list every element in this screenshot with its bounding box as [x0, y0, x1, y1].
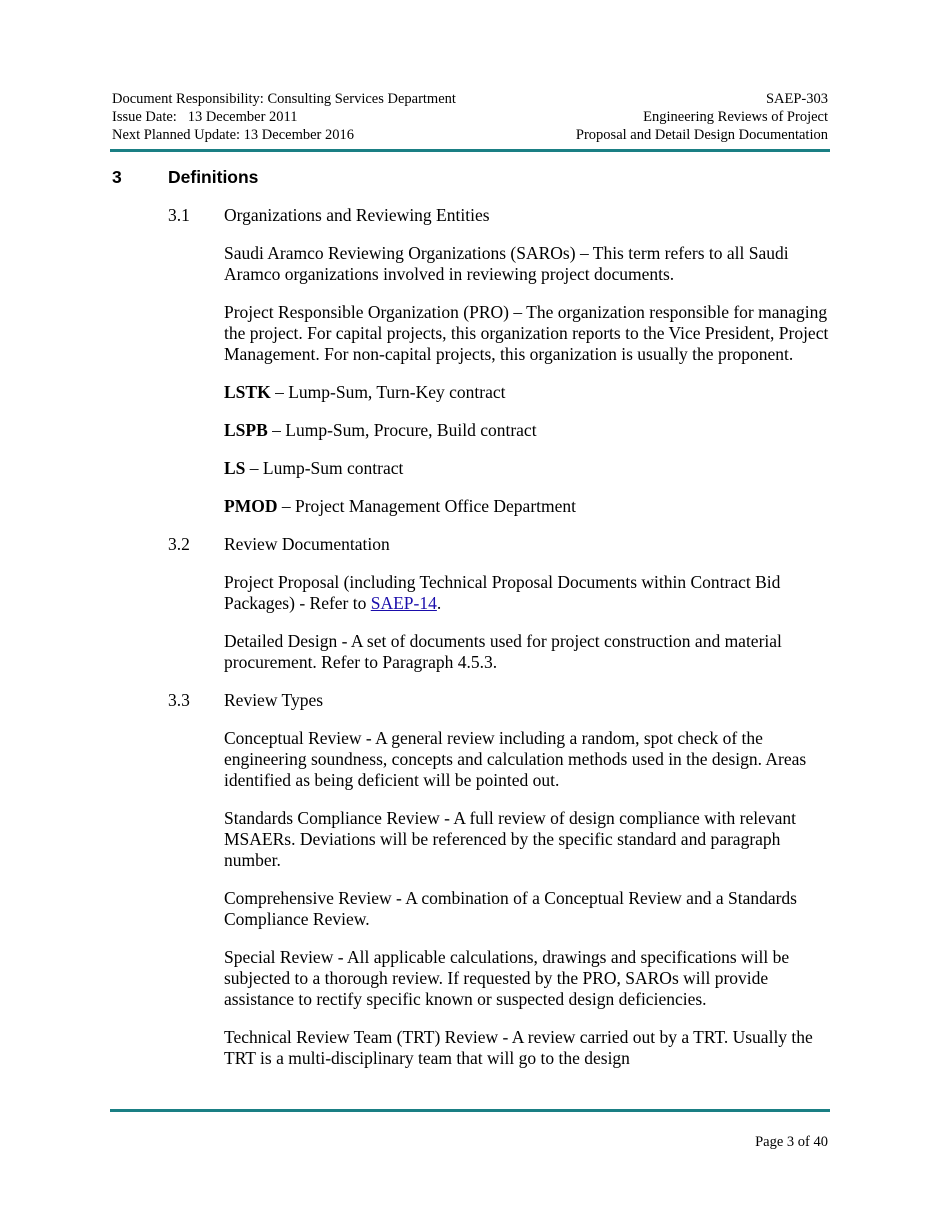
issue-date: Issue Date: 13 December 2011: [112, 109, 298, 125]
document-title-line-2: Proposal and Detail Design Documentation: [575, 127, 828, 143]
section-title: Definitions: [168, 167, 259, 187]
saep-14-link[interactable]: SAEP-14: [370, 593, 437, 613]
paragraph: Conceptual Review - A general review including a random, spot check of the engineering soundness, concepts and calculation methods used in the design. Areas identified as being deficient will be pointed out.: [224, 728, 807, 790]
paragraph: Standards Compliance Review - A full review of design compliance with relevant MSAERs. Deviations will be referenced by the specific standard and paragraph number.: [224, 808, 796, 870]
definition-term: LSTK: [224, 382, 271, 402]
subsection-heading-3-1: [168, 205, 830, 226]
header-left: [112, 90, 456, 144]
definition-text: – Project Management Office Department: [277, 496, 576, 516]
paragraph-text: .: [436, 593, 442, 613]
document-number: SAEP-303: [765, 91, 828, 107]
paragraph: Technical Review Team (TRT) Review - A review carried out by a TRT. Usually the TRT is a multi-disciplinary team that will go to the design: [224, 1027, 813, 1068]
subsection-heading-3-2: [168, 534, 830, 555]
footer-divider: [110, 1109, 830, 1112]
next-planned-update: Next Planned Update: 13 December 2016: [112, 127, 354, 143]
section-number: 3: [112, 167, 122, 187]
definition-text: – Lump-Sum contract: [245, 458, 404, 478]
definition-item: [224, 382, 830, 403]
paragraph: [224, 572, 830, 614]
paragraph: Special Review - All applicable calculations, drawings and specifications will be subjected to a thorough review. If requested by the PRO, SAROs will provide assistance to rectify specific known or suspected design deficiencies.: [224, 947, 790, 1009]
subsection-heading-3-3: [168, 690, 830, 711]
page-number: Page 3 of 40: [755, 1134, 828, 1150]
section-heading: [112, 166, 258, 188]
paragraph: Project Responsible Organization (PRO) – The organization responsible for managing the project. For capital projects, this organization reports to the Vice President, Project Management. For non-capital projects, this organization is usually the proponent.: [224, 302, 829, 364]
subsection-title: Review Documentation: [224, 534, 390, 554]
header-right: [576, 90, 828, 144]
paragraph: Detailed Design - A set of documents used for project construction and material procurement. Refer to Paragraph 4.5.3.: [224, 631, 782, 672]
paragraph: Comprehensive Review - A combination of a Conceptual Review and a Standards Compliance Review.: [224, 888, 797, 929]
definition-item: [224, 458, 830, 479]
subsection-number: 3.3: [168, 690, 190, 710]
definition-item: [224, 420, 830, 441]
paragraph-text: Project Proposal (including Technical Proposal Documents within Contract Bid Packages) - Refer to: [224, 572, 781, 613]
subsection-title: Review Types: [224, 690, 324, 710]
subsection-title: Organizations and Reviewing Entities: [224, 205, 490, 225]
subsection-number: 3.2: [168, 534, 190, 554]
definition-term: LS: [224, 458, 246, 478]
definition-item: [224, 496, 830, 517]
subsection-number: 3.1: [168, 205, 190, 225]
definition-term: PMOD: [224, 496, 278, 516]
definition-text: – Lump-Sum, Turn-Key contract: [270, 382, 506, 402]
definition-term: LSPB: [224, 420, 268, 440]
page-header: [112, 90, 828, 144]
document-body: [168, 205, 830, 1086]
header-divider: [110, 149, 830, 152]
definition-text: – Lump-Sum, Procure, Build contract: [267, 420, 537, 440]
document-responsibility: Document Responsibility: Consulting Services Department: [112, 91, 456, 107]
paragraph: Saudi Aramco Reviewing Organizations (SAROs) – This term refers to all Saudi Aramco organizations involved in reviewing project documents.: [224, 243, 789, 284]
document-title-line-1: Engineering Reviews of Project: [643, 109, 828, 125]
